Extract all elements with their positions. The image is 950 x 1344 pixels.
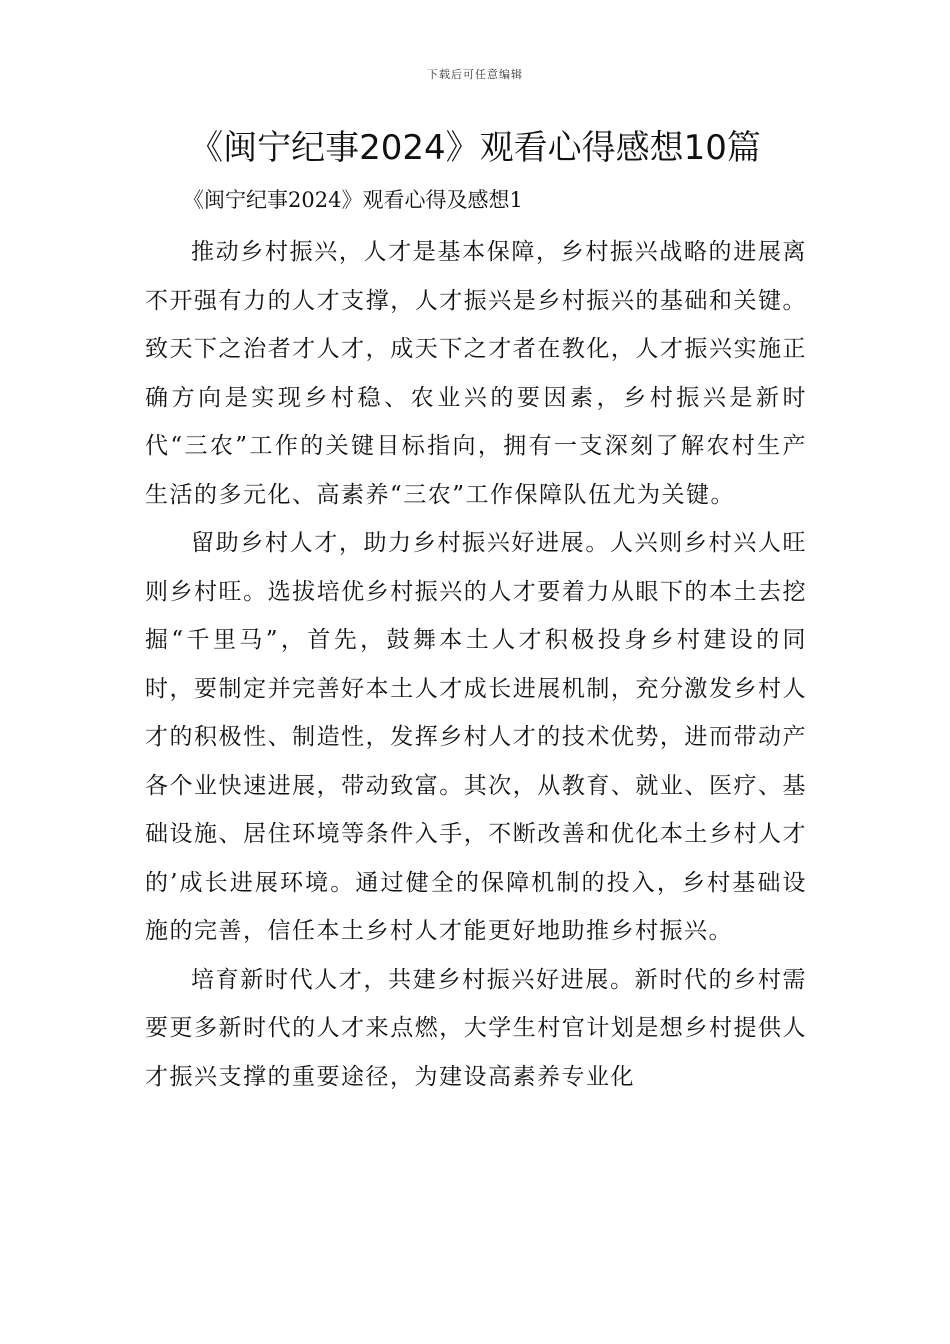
paragraph-3: 培育新时代人才，共建乡村振兴好进展。新时代的乡村需要更多新时代的人才来点燃，大学生村官计划是想乡村提供人才振兴支撑的重要途径，为建设高素养专业化	[145, 966, 807, 1090]
page-title: 《闽宁纪事2024》观看心得感想10篇	[189, 128, 761, 168]
section-subtitle: 《闽宁纪事2024》观看心得及感想1	[183, 188, 523, 212]
paragraph-1: 推动乡村振兴，人才是基本保障，乡村振兴战略的进展离不开强有力的人才支撑，人才振兴是乡村振兴的基础和关键。致天下之治者才人才，成天下之才者在教化，人才振兴实施正确方向是实现乡村稳、农业兴的要因素，乡村振兴是新时代“三农”工作的关键目标指向，拥有一支深刻了解农村生产生活的多元化、高素养“三农”工作保障队伍尤为关键。	[145, 239, 807, 508]
paragraph-2: 留助乡村人才，助力乡村振兴好进展。人兴则乡村兴人旺则乡村旺。选拔培优乡村振兴的人才要着力从眼下的本土去挖掘“千里马”，首先，鼓舞本土人才积极投身乡村建设的同时，要制定并完善好本土人才成长进展机制，充分激发乡村人才的积极性、制造性，发挥乡村人才的技术优势，进而带动产各个业快速进展，带动致富。其次，从教育、就业、医疗、基础设施、居住环境等条件入手，不断改善和优化本土乡村人才的’成长进展环境。通过健全的保障机制的投入，乡村基础设施的完善，信任本土乡村人才能更好地助推乡村振兴。	[145, 530, 807, 944]
header-note: 下载后可任意编辑	[427, 68, 523, 81]
body-text	[145, 228, 807, 1101]
